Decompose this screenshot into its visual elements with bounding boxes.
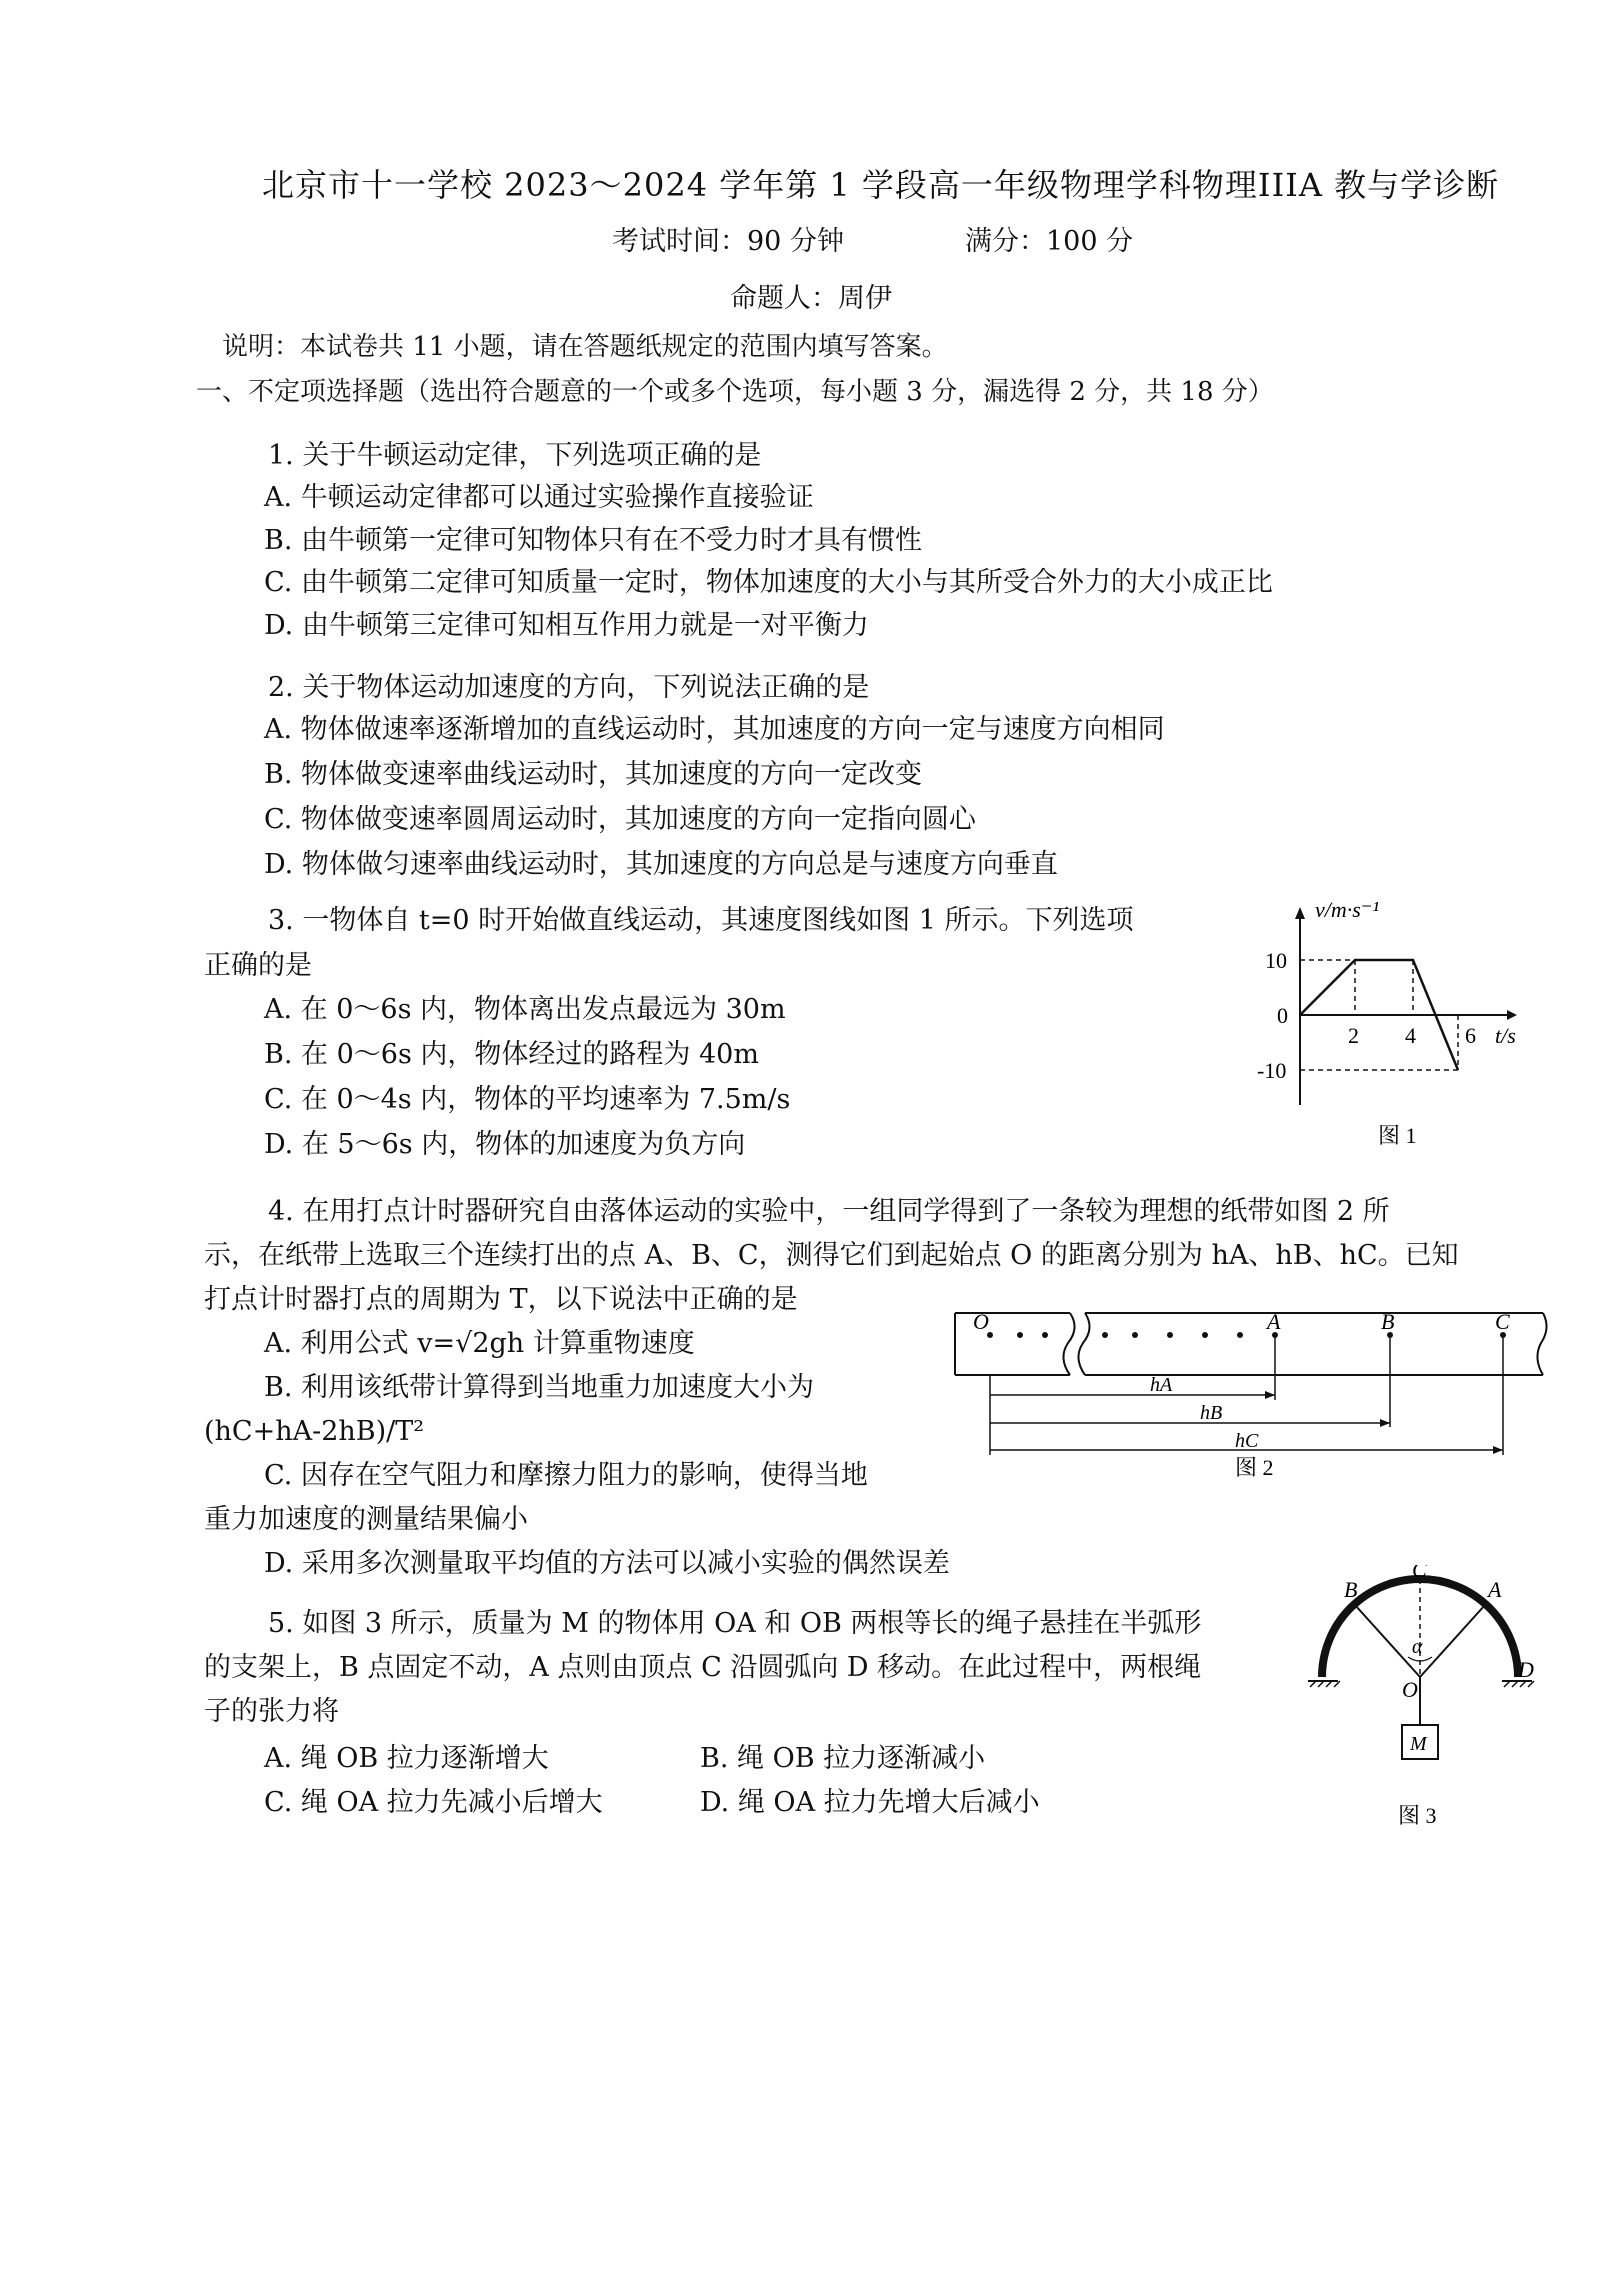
dot bbox=[1042, 1332, 1048, 1338]
label-ha: hA bbox=[1150, 1374, 1173, 1396]
arrow-hb-head bbox=[1380, 1419, 1390, 1427]
q4-stem-line1: 4. 在用打点计时器研究自由落体运动的实验中，一组同学得到了一条较为理想的纸带如图 2 所 bbox=[268, 1196, 1390, 1227]
q4-option-b-line2: (hC+hA-2hB)/T² bbox=[204, 1416, 425, 1447]
tick-v-neg10: -10 bbox=[1257, 1058, 1287, 1083]
vt-graph-svg bbox=[1255, 895, 1545, 1155]
q3-option-a: A. 在 0～6s 内，物体离出发点最远为 30m bbox=[264, 994, 786, 1025]
figure-3-caption: 图 3 bbox=[1398, 1803, 1437, 1828]
tape-break-right bbox=[1078, 1313, 1089, 1375]
label-hb: hB bbox=[1200, 1402, 1223, 1424]
tick-v10: 10 bbox=[1265, 948, 1287, 973]
section-heading: 一、不定项选择题（选出符合题意的一个或多个选项，每小题 3 分，漏选得 2 分，共 18 分） bbox=[196, 377, 1274, 407]
q4-option-b-line1: B. 利用该纸带计算得到当地重力加速度大小为 bbox=[264, 1372, 815, 1403]
q1-option-a: A. 牛顿运动定律都可以通过实验操作直接验证 bbox=[264, 482, 814, 513]
rope-ob bbox=[1355, 1605, 1420, 1677]
figure-1-caption: 图 1 bbox=[1378, 1123, 1417, 1148]
q4-stem-line2: 示，在纸带上选取三个连续打出的点 A、B、C，测得它们到起始点 O 的距离分别为 hA、hB、hC。已知 bbox=[204, 1240, 1459, 1271]
dot bbox=[1167, 1332, 1173, 1338]
t-axis-arrow bbox=[1507, 1010, 1517, 1020]
dot bbox=[1102, 1332, 1108, 1338]
exam-time: 考试时间：90 分钟 bbox=[612, 226, 844, 257]
q1-option-c: C. 由牛顿第二定律可知质量一定时，物体加速度的大小与其所受合外力的大小成正比 bbox=[264, 567, 1273, 598]
label-d: D bbox=[1518, 1657, 1534, 1682]
label-b: B bbox=[1381, 1309, 1395, 1334]
q3-stem-line1: 3. 一物体自 t=0 时开始做直线运动，其速度图线如图 1 所示。下列选项 bbox=[268, 905, 1134, 936]
tick-v0: 0 bbox=[1277, 1003, 1288, 1028]
arc-support-svg bbox=[1300, 1565, 1540, 1830]
q4-option-d: D. 采用多次测量取平均值的方法可以减小实验的偶然误差 bbox=[264, 1548, 950, 1579]
q4-option-c-line1: C. 因存在空气阻力和摩擦力阻力的影响，使得当地 bbox=[264, 1460, 868, 1491]
author: 命题人：周伊 bbox=[730, 283, 892, 314]
q5-option-b: B. 绳 OB 拉力逐渐减小 bbox=[700, 1743, 986, 1774]
figure-3-arc-support bbox=[1300, 1565, 1540, 1830]
arrow-hc-head bbox=[1493, 1446, 1503, 1454]
tape-right-edge bbox=[1537, 1313, 1546, 1375]
q3-option-d: D. 在 5～6s 内，物体的加速度为负方向 bbox=[264, 1129, 746, 1160]
label-c: C bbox=[1495, 1309, 1510, 1334]
q4-stem-line3: 打点计时器打点的周期为 T，以下说法中正确的是 bbox=[204, 1284, 798, 1315]
q3-stem-line2: 正确的是 bbox=[204, 950, 312, 981]
instructions: 说明：本试卷共 11 小题，请在答题纸规定的范围内填写答案。 bbox=[222, 332, 948, 362]
q5-option-c: C. 绳 OA 拉力先减小后增大 bbox=[264, 1787, 603, 1818]
q4-option-a: A. 利用公式 v=√2gh 计算重物速度 bbox=[264, 1328, 695, 1359]
q2-option-b: B. 物体做变速率曲线运动时，其加速度的方向一定改变 bbox=[264, 759, 923, 790]
dot bbox=[1237, 1332, 1243, 1338]
xlabel: t/s bbox=[1495, 1023, 1516, 1048]
label-o: O bbox=[973, 1309, 989, 1334]
figure-2-paper-tape bbox=[945, 1305, 1565, 1480]
exam-title: 北京市十一学校 2023～2024 学年第 1 学段高一年级物理学科物理IIIA 教与学诊断 bbox=[262, 166, 1500, 204]
tick-t6: 6 bbox=[1465, 1023, 1476, 1048]
arrow-ha-head bbox=[1265, 1391, 1275, 1399]
q5-option-d: D. 绳 OA 拉力先增大后减小 bbox=[700, 1787, 1040, 1818]
q2-option-a: A. 物体做速率逐渐增加的直线运动时，其加速度的方向一定与速度方向相同 bbox=[264, 714, 1165, 745]
ylabel: v/m·s⁻¹ bbox=[1315, 897, 1380, 922]
q4-option-c-line2: 重力加速度的测量结果偏小 bbox=[204, 1504, 528, 1535]
q5-stem-line1: 5. 如图 3 所示，质量为 M 的物体用 OA 和 OB 两根等长的绳子悬挂在半弧形 bbox=[268, 1608, 1202, 1639]
q1-option-d: D. 由牛顿第三定律可知相互作用力就是一对平衡力 bbox=[264, 610, 869, 641]
tick-t2: 2 bbox=[1348, 1023, 1359, 1048]
q1-stem: 1. 关于牛顿运动定律，下列选项正确的是 bbox=[268, 440, 762, 471]
dot bbox=[1017, 1332, 1023, 1338]
label-c: C bbox=[1412, 1565, 1427, 1582]
dot bbox=[1202, 1332, 1208, 1338]
figure-1-vt-graph bbox=[1255, 895, 1545, 1155]
q3-option-b: B. 在 0～6s 内，物体经过的路程为 40m bbox=[264, 1039, 759, 1070]
figure-2-caption: 图 2 bbox=[1235, 1455, 1274, 1480]
q1-option-b: B. 由牛顿第一定律可知物体只有在不受力时才具有惯性 bbox=[264, 525, 923, 556]
q5-stem-line2: 的支架上，B 点固定不动，A 点则由顶点 C 沿圆弧向 D 移动。在此过程中，两根绳 bbox=[204, 1652, 1202, 1683]
label-hc: hC bbox=[1235, 1430, 1259, 1452]
dot bbox=[1132, 1332, 1138, 1338]
label-mass: M bbox=[1410, 1733, 1427, 1755]
label-o: O bbox=[1402, 1677, 1418, 1702]
q3-option-c: C. 在 0～4s 内，物体的平均速率为 7.5m/s bbox=[264, 1084, 791, 1115]
paper-tape-svg bbox=[945, 1305, 1565, 1480]
tape-break-left bbox=[1063, 1313, 1074, 1375]
q2-stem: 2. 关于物体运动加速度的方向，下列说法正确的是 bbox=[268, 672, 870, 703]
rope-oa bbox=[1420, 1605, 1485, 1677]
q5-option-a: A. 绳 OB 拉力逐渐增大 bbox=[264, 1743, 549, 1774]
q2-option-c: C. 物体做变速率圆周运动时，其加速度的方向一定指向圆心 bbox=[264, 804, 976, 835]
label-alpha: α bbox=[1412, 1636, 1423, 1658]
v-axis-arrow bbox=[1295, 907, 1305, 919]
label-a: A bbox=[1488, 1577, 1502, 1602]
full-score: 满分：100 分 bbox=[965, 226, 1134, 257]
q5-stem-line3: 子的张力将 bbox=[204, 1696, 339, 1727]
label-a: A bbox=[1267, 1309, 1281, 1334]
q2-option-d: D. 物体做匀速率曲线运动时，其加速度的方向总是与速度方向垂直 bbox=[264, 849, 1058, 880]
label-b: B bbox=[1344, 1577, 1358, 1602]
tick-t4: 4 bbox=[1405, 1023, 1416, 1048]
